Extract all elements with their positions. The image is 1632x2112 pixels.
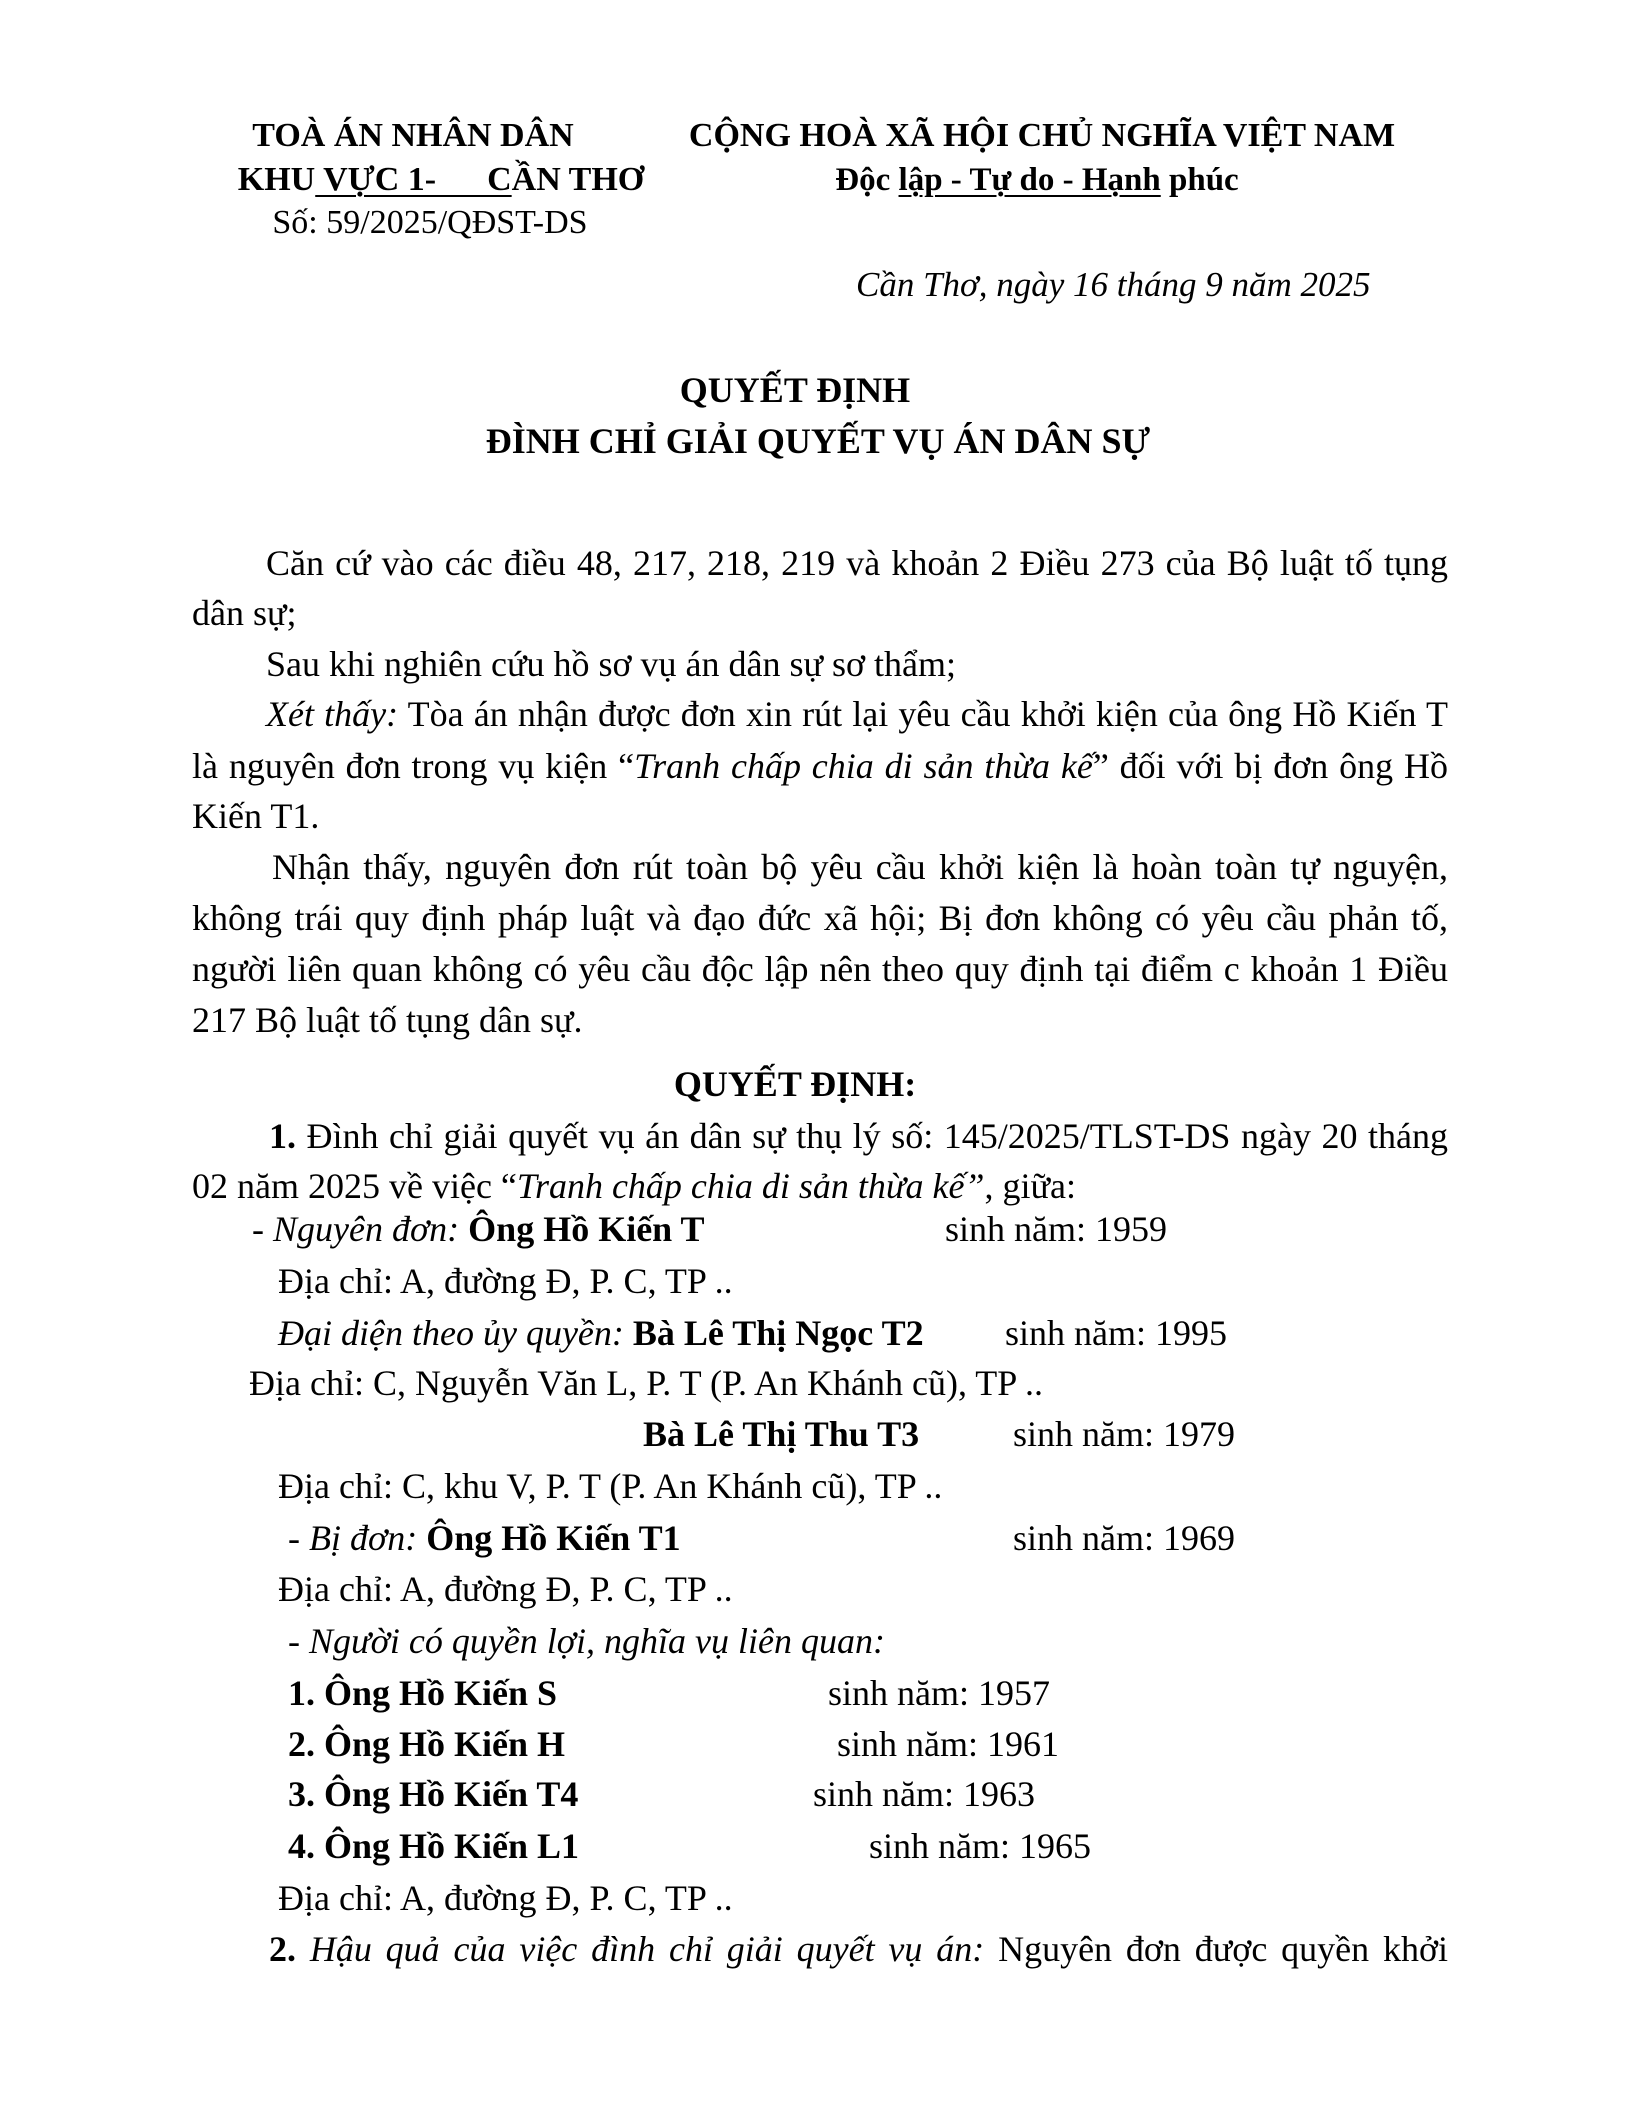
decision-heading: QUYẾT ĐỊNH:	[673, 1064, 917, 1104]
findings-text: Tòa án nhận được đơn xin rút lại yêu cầu khởi kiện của ông Hồ Kiến T	[398, 694, 1448, 734]
related-person-name: 4. Ông Hồ Kiến L1	[288, 1826, 580, 1866]
representative-label: Đại diện theo ủy quyền:	[278, 1313, 624, 1353]
representative-2-address: Địa chỉ: C, khu V, P. T (P. An Khánh cũ), TP ..	[278, 1466, 943, 1506]
plaintiff-row	[252, 1211, 705, 1247]
motto-underlined: lập - Tự do - Hạnh	[898, 162, 1161, 198]
national-motto	[835, 164, 1238, 197]
legal-basis-line-1: Căn cứ vào các điều 48, 217, 218, 219 và khoản 2 Điều 273 của Bộ luật tố tụng	[266, 543, 1448, 583]
defendant-label: - Bị đơn:	[288, 1518, 418, 1558]
motto-prefix: Độc	[835, 162, 899, 198]
representative-address: Địa chỉ: C, Nguyễn Văn L, P. T (P. An Khánh cũ), TP ..	[249, 1363, 1043, 1403]
representative-2-birth: sinh năm: 1979	[1013, 1414, 1235, 1454]
representative-birth: sinh năm: 1995	[1005, 1313, 1227, 1353]
item-1-text-a: 02 năm 2025 về việc “	[192, 1166, 517, 1206]
item-1-line-2	[192, 1168, 1076, 1204]
related-person-name: 1. Ông Hồ Kiến S	[288, 1673, 558, 1713]
document-subtitle: ĐÌNH CHỈ GIẢI QUYẾT VỤ ÁN DÂN SỰ	[485, 421, 1151, 461]
representative-name: Bà Lê Thị Ngọc T2	[623, 1313, 924, 1353]
item-2-number: 2.	[269, 1929, 296, 1969]
place-date: Cần Thơ, ngày 16 tháng 9 năm 2025	[856, 265, 1371, 304]
plaintiff-label: - Nguyên đơn:	[252, 1209, 460, 1249]
item-1-line-1	[269, 1118, 1448, 1154]
findings-text-b: ” đối với bị đơn ông Hồ	[1092, 746, 1448, 786]
court-region-suffix: ẦN THƠ	[511, 161, 645, 198]
item-1-text-b: , giữa:	[984, 1166, 1077, 1206]
plaintiff-birth: sinh năm: 1959	[945, 1209, 1167, 1249]
related-persons-address: Địa chỉ: A, đường Đ, P. C, TP ..	[278, 1878, 733, 1918]
court-region-underlined: VỰC 1- C	[315, 161, 512, 198]
motto-suffix: phúc	[1160, 162, 1239, 198]
related-person-birth: sinh năm: 1957	[828, 1673, 1050, 1713]
court-region-prefix: KHU	[237, 161, 316, 198]
defendant-row	[288, 1520, 681, 1556]
defendant-name: Ông Hồ Kiến T1	[417, 1518, 681, 1558]
defendant-birth: sinh năm: 1969	[1013, 1518, 1235, 1558]
national-title: CỘNG HOÀ XÃ HỘI CHỦ NGHĨA VIỆT NAM	[688, 117, 1396, 154]
related-person-birth: sinh năm: 1961	[837, 1724, 1059, 1764]
findings-label: Xét thấy:	[266, 694, 399, 734]
defendant-address: Địa chỉ: A, đường Đ, P. C, TP ..	[278, 1569, 733, 1609]
related-persons-label: - Người có quyền lợi, nghĩa vụ liên quan:	[288, 1621, 885, 1661]
item-2-heading: Hậu quả của việc đình chỉ giải quyết vụ án:	[296, 1929, 985, 1969]
item-2-line-1	[269, 1931, 1448, 1967]
related-person-name: 3. Ông Hồ Kiến T4	[288, 1774, 579, 1814]
related-person-birth: sinh năm: 1963	[813, 1774, 1035, 1814]
review-statement: Sau khi nghiên cứu hồ sơ vụ án dân sự sơ thẩm;	[266, 644, 957, 684]
findings-line-2	[192, 748, 1448, 784]
representative-row	[278, 1315, 924, 1351]
document-title: QUYẾT ĐỊNH	[679, 370, 911, 410]
consideration-line-2: không trái quy định pháp luật và đạo đức xã hội; Bị đơn không có yêu cầu phản tố,	[192, 898, 1448, 938]
case-type: Tranh chấp chia di sản thừa kế	[634, 746, 1093, 786]
consideration-line-3: người liên quan không có yêu cầu độc lập nên theo quy định tại điểm c khoản 1 Điều	[192, 949, 1448, 989]
findings-line-3: Kiến T1.	[192, 796, 320, 836]
consideration-line-4: 217 Bộ luật tố tụng dân sự.	[192, 1000, 583, 1040]
related-person-name: 2. Ông Hồ Kiến H	[288, 1724, 566, 1764]
legal-basis-line-2: dân sự;	[192, 593, 297, 633]
court-region	[238, 163, 644, 197]
findings-line-1	[266, 696, 1448, 732]
decision-number: Số: 59/2025/QĐST-DS	[272, 204, 588, 241]
consideration-line-1: Nhận thấy, nguyên đơn rút toàn bộ yêu cầu khởi kiện là hoàn toàn tự nguyện,	[272, 847, 1448, 887]
court-name: TOÀ ÁN NHÂN DÂN	[252, 117, 574, 154]
plaintiff-address: Địa chỉ: A, đường Đ, P. C, TP ..	[278, 1261, 733, 1301]
representative-2-name: Bà Lê Thị Thu T3	[643, 1414, 920, 1454]
item-2-text: Nguyên đơn được quyền khởi	[984, 1929, 1448, 1969]
item-1-case-type: Tranh chấp chia di sản thừa kế”	[516, 1166, 985, 1206]
findings-text-a: là nguyên đơn trong vụ kiện “	[192, 746, 635, 786]
item-1-number: 1.	[269, 1116, 296, 1156]
item-1-text: Đình chỉ giải quyết vụ án dân sự thụ lý số: 145/2025/TLST-DS ngày 20 tháng	[296, 1116, 1448, 1156]
related-person-birth: sinh năm: 1965	[869, 1826, 1091, 1866]
plaintiff-name: Ông Hồ Kiến T	[459, 1209, 705, 1249]
